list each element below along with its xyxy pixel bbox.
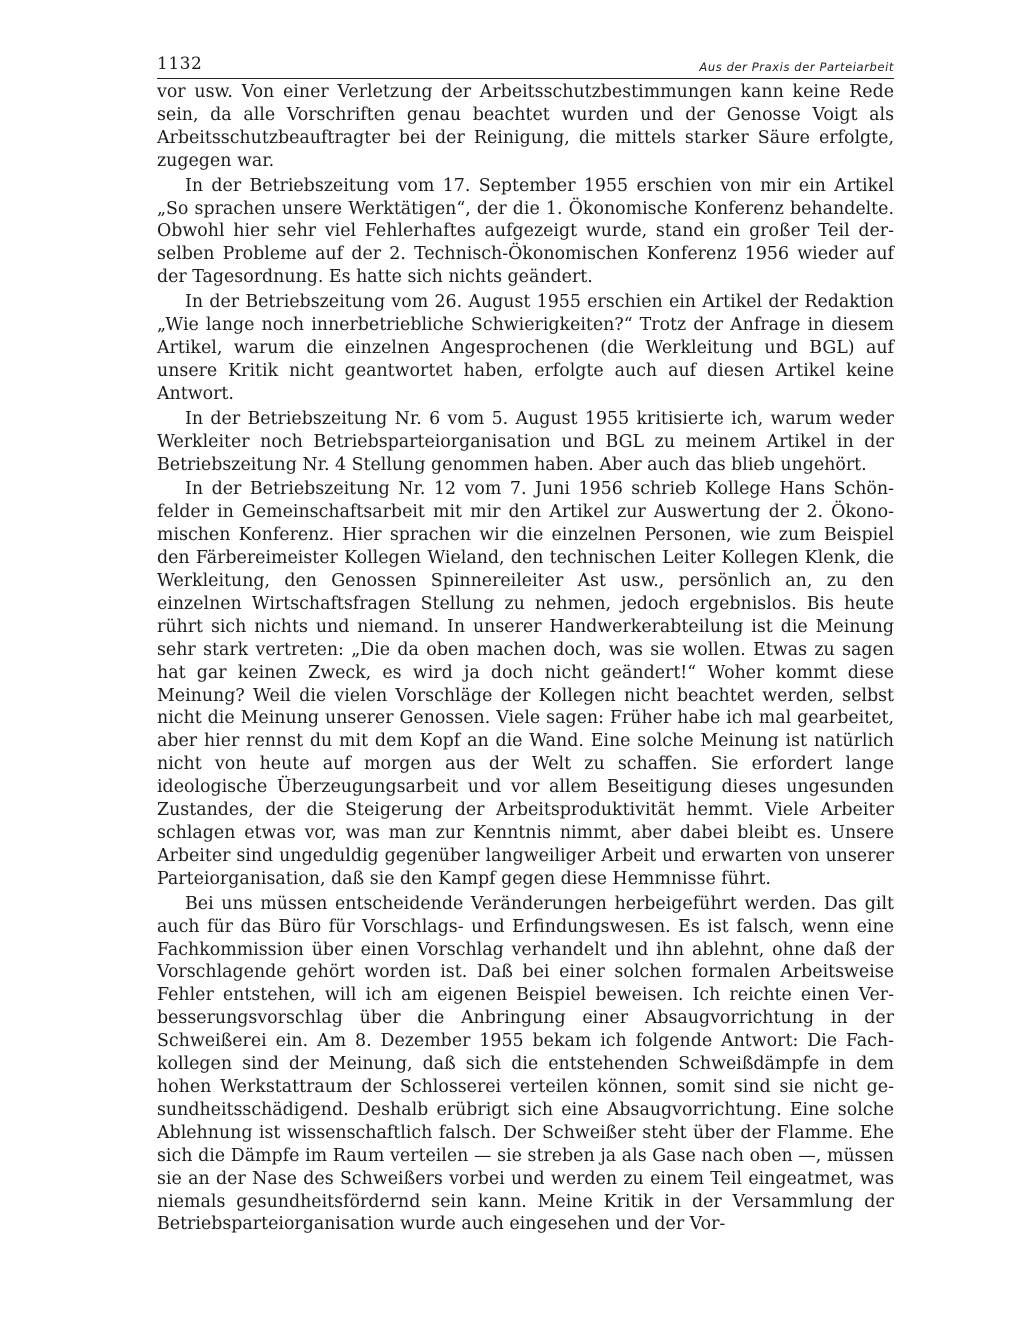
document-page [157, 52, 894, 1238]
running-title: Aus der Praxis der Parteiarbeit [699, 60, 894, 74]
paragraph: In der Betriebszeitung vom 26. August 1955 erschien ein Artikel der Redaktion „Wie lange noch innerbetriebliche Schwierigkeiten?“ Trotz der Anfrage in diesem Artikel, warum die einzelnen Angesprochenen (die Werkleitung und BGL) auf unsere Kritik nicht geantwortet haben, erfolgte auch auf diesen Artikel keine Antwort. [157, 292, 894, 404]
page-number: 1132 [157, 54, 203, 74]
paragraph: vor usw. Von einer Verletzung der Arbeitsschutzbestimmungen kann keine Rede sein, da alle Vorschriften genau beachtet wurden und der Genosse Voigt als Arbeitsschutzbeauftragter bei der Reinigung, die mittels starker Säure erfolgte, zugegen war. [157, 82, 894, 171]
body-text [157, 81, 894, 1236]
paragraph: In der Betriebszeitung vom 17. September 1955 erschien von mir ein Artikel „So sprachen unsere Werktätigen“, der die 1. Ökonomische Konferenz behandelte. Obwohl hier sehr viel Fehlerhaftes aufgezeigt wurde, stand ein großer Teil derselben Probleme auf der 2. Technisch-Ökonomischen Konferenz 1956 wieder auf der Tagesordnung. Es hatte sich nichts geändert. [157, 175, 894, 288]
paragraph: In der Betriebszeitung Nr. 12 vom 7. Juni 1956 schrieb Kollege Hans Schönfelder in Gemeinschaftsarbeit mit mir den Artikel zur Auswertung der 2. Ökonomischen Konferenz. Hier sprachen wir die einzelnen Personen, wie zum Beispiel den Färbereimeister Kollegen Wieland, den technischen Leiter Kollegen Klenk, die Werkleitung, den Genossen Spinnereileiter Ast usw., persönlich an, zu den einzelnen Wirtschaftsfragen Stellung zu nehmen, jedoch ergebnislos. Bis heute rührt sich nichts und niemand. In unserer Handwerkerabteilung ist die Meinung sehr stark vertreten: „Die da oben machen doch, was sie wollen. Etwas zu sagen hat gar keinen Zweck, es wird ja doch nicht geändert!“ Woher kommt diese Meinung? Weil die vielen Vorschläge der Kollegen nicht beachtet werden, selbst nicht die Meinung unserer Genossen. Viele sagen: Früher habe ich mal gearbeitet, aber hier rennst du mit dem Kopf an die Wand. Eine solche Meinung ist natürlich nicht von heute auf morgen aus der Welt zu schaffen. Sie erfordert lange ideologische Überzeugungsarbeit und vor allem Beseitigung dieses ungesunden Zustandes, der die Steigerung der Arbeitsproduktivität hemmt. Viele Arbeiter schlagen etwas vor, was man zur Kenntnis nimmt, aber dabei bleibt es. Unsere Arbeiter sind ungeduldig gegenüber langweiliger Arbeit und erwarten von unserer Parteiorganisation, daß sie den Kampf gegen diese Hemmnisse führt. [157, 479, 894, 889]
paragraph: Bei uns müssen entscheidende Veränderungen herbeigeführt werden. Das gilt auch für das Büro für Vorschlags- und Erfindungswesen. Es ist falsch, wenn eine Fachkommission über einen Vorschlag verhandelt und ihn ablehnt, ohne daß der Vorschlagende gehört worden ist. Daß bei einer solchen formalen Arbeitsweise Fehler entstehen, will ich am eigenen Beispiel beweisen. Ich reichte einen Verbesserungsvorschlag über die Anbringung einer Absaugvorrichtung in der Schweißerei ein. Am 8. Dezember 1955 bekam ich folgende Antwort: Die Fachkollegen sind der Meinung, daß sich die entstehenden Schweißdämpfe in dem hohen Werkstattraum der Schlosserei verteilen können, somit sind sie nicht gesundheitsschädigend. Deshalb erübrigt sich eine Absaugvorrichtung. Eine solche Ablehnung ist wissenschaftlich falsch. Der Schweißer steht über der Flamme. Ehe sich die Dämpfe im Raum verteilen — sie streben ja als Gase nach oben —, müssen sie an der Nase des Schweißers vorbei und werden zu einem Teil eingeatmet, was niemals gesundheitsfördernd sein kann. Meine Kritik in der Versammlung der Betriebsparteiorganisation wurde auch eingesehen und der Vor- [157, 893, 894, 1235]
paragraph: In der Betriebszeitung Nr. 6 vom 5. August 1955 kritisierte ich, warum weder Werkleiter noch Betriebsparteiorganisation und BGL zu meinem Artikel in der Betriebszeitung Nr. 4 Stellung genommen haben. Aber auch das blieb ungehört. [157, 408, 894, 475]
page-header [157, 52, 894, 79]
